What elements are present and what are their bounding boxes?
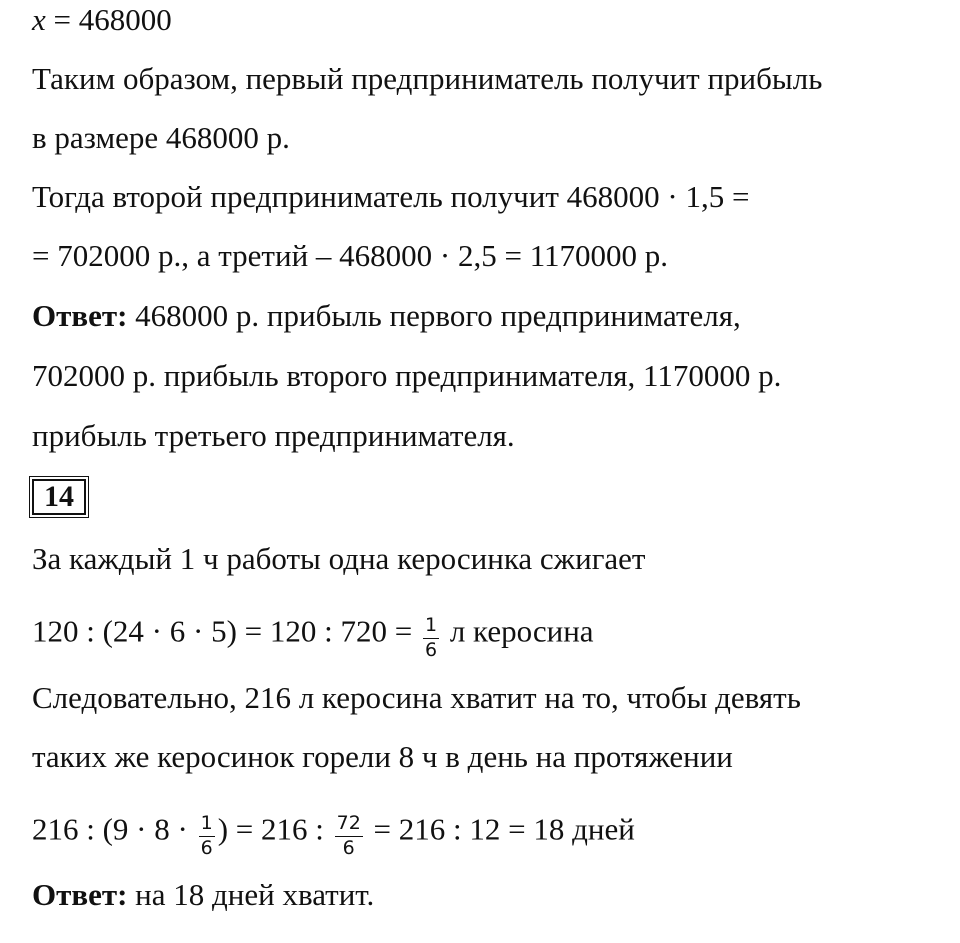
text-line: Таким образом, первый предприниматель получит прибыль <box>32 61 823 96</box>
variable-x: x <box>32 2 46 37</box>
equation-line <box>32 4 172 35</box>
text-line: прибыль третьего предпринимателя. <box>32 418 515 453</box>
text-line: = 702000 р., а третий – 468000 · 2,5 = 1170000 р. <box>32 238 669 273</box>
answer-line <box>32 300 741 331</box>
text-line: За каждый 1 ч работы одна керосинка сжигает <box>32 541 646 576</box>
task-number-box: 14 <box>32 479 86 515</box>
equation-line <box>32 612 594 661</box>
fraction <box>199 814 215 859</box>
text-line: 702000 р. прибыль второго предпринимателя, 1170000 р. <box>32 358 782 393</box>
equation-part: ) = 216 : <box>217 811 324 847</box>
text-line: таких же керосинок горели 8 ч в день на протяжении <box>32 739 733 774</box>
fraction-numerator: 1 <box>199 814 215 837</box>
equation-part: 216 : (9 · 8 · <box>32 811 188 847</box>
answer-label: Ответ: <box>32 298 128 333</box>
text-line: Следовательно, 216 л керосина хватит на то, чтобы девять <box>32 680 801 715</box>
fraction-denominator: 6 <box>424 638 438 661</box>
text-line: Тогда второй предприниматель получит 468000 · 1,5 = <box>32 179 750 214</box>
equation-part: = 216 : 12 = 18 дней <box>373 811 635 847</box>
equation-value: = 468000 <box>45 2 172 37</box>
answer-text: на 18 дней хватит. <box>127 877 375 912</box>
answer-text: 468000 р. прибыль первого предпринимателя, <box>127 298 741 333</box>
fraction-numerator: 72 <box>335 814 363 837</box>
answer-line <box>32 879 374 910</box>
fraction-denominator: 6 <box>200 836 213 859</box>
text-line: в размере 468000 р. <box>32 120 290 155</box>
fraction <box>335 814 363 859</box>
fraction-numerator: 1 <box>423 616 439 639</box>
equation-part: л керосина <box>442 613 594 649</box>
equation-line <box>32 810 635 859</box>
answer-label: Ответ: <box>32 877 128 912</box>
equation-part: 120 : (24 · 6 · 5) = 120 : 720 = <box>32 613 413 649</box>
fraction-denominator: 6 <box>342 836 355 859</box>
fraction <box>423 616 439 661</box>
